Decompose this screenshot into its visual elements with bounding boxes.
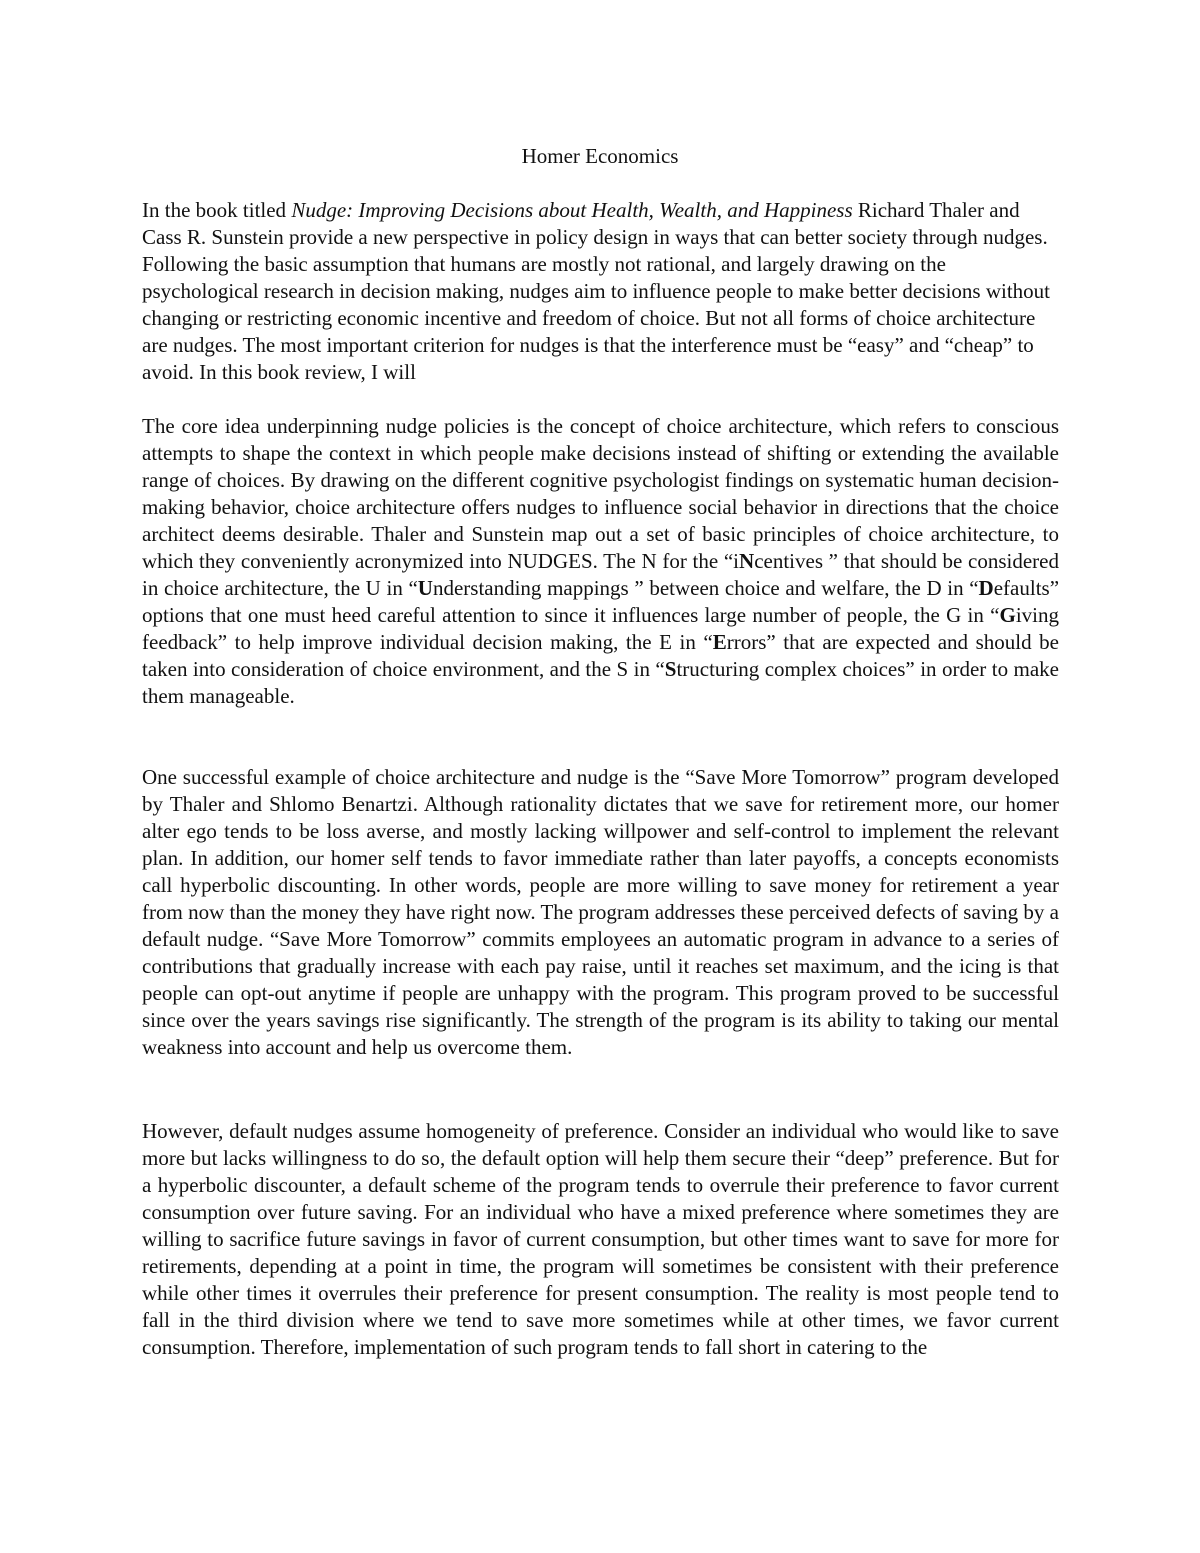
p2-text-2: centives ” that should be considered in choice architecture, the U in “ [142, 549, 1059, 600]
intro-text: In the book titled [142, 198, 292, 222]
nudges-letter-n: N [739, 549, 755, 573]
nudges-letter-d: D [978, 576, 994, 600]
p2-text-5: iving feedback” to help improve individual decision making, the E in “ [142, 603, 1059, 654]
paragraph-intro [142, 197, 1059, 386]
document-title: Homer Economics [521, 144, 679, 168]
p2-text-6: rrors” that are expected and should be taken into consideration of choice environment, and the S in “ [142, 630, 1059, 681]
intro-text-rest: Richard Thaler and Cass R. Sunstein provide a new perspective in policy design in ways that can better society through nudges. Following the basic assumption that humans are mostly not rational, and largely drawing on the psychological research in decision making, nudges aim to influence people to make better decisions without changing or restricting economic incentive and freedom of choice. But not all forms of choice architecture are nudges. The most important criterion for nudges is that the interference must be “easy” and “cheap” to avoid. In this book review, I will [142, 198, 1050, 384]
paragraph-save-more-tomorrow: One successful example of choice architecture and nudge is the “Save More Tomorrow” program developed by Thaler and Shlomo Benartzi. Although rationality dictates that we save for retirement more, our homer alter ego tends to be loss averse, and mostly lacking willpower and self-control to implement the relevant plan. In addition, our homer self tends to favor immediate rather than later payoffs, a concepts economists call hyperbolic discounting. In other words, people are more willing to save money for retirement a year from now than the money they have right now. The program addresses these perceived defects of saving by a default nudge. “Save More Tomorrow” commits employees an automatic program in advance to a series of contributions that gradually increase with each pay raise, until it reaches set maximum, and the icing is that people can opt-out anytime if people are unhappy with the program. This program proved to be successful since over the years savings rise significantly. The strength of the program is its ability to taking our mental weakness into account and help us overcome them. [142, 765, 1059, 1059]
nudges-letter-e: E [712, 630, 727, 654]
p2-text-3: nderstanding mappings ” between choice and welfare, the D in “ [432, 576, 979, 600]
nudges-letter-u: U [417, 576, 433, 600]
p2-text-4: efaults” options that one must heed careful attention to since it influences large number of people, the G in “ [142, 576, 1060, 627]
book-title: Nudge: Improving Decisions about Health, Wealth, and Happiness [291, 198, 853, 222]
nudges-letter-s: S [664, 657, 677, 681]
p2-text-7: tructuring complex choices” in order to make them manageable. [142, 657, 1059, 708]
nudges-letter-g: G [999, 603, 1016, 627]
paragraph-choice-architecture [142, 413, 1059, 710]
paragraph-default-nudges: However, default nudges assume homogeneity of preference. Consider an individual who would like to save more but lacks willingness to do so, the default option will help them secure their “deep” preference. But for a hyperbolic discounter, a default scheme of the program tends to overrule their preference to favor current consumption over future saving. For an individual who have a mixed preference where sometimes they are willing to sacrifice future savings in favor of current consumption, but other times want to save for more for retirements, depending at a point in time, the program will sometimes be consistent with their preference while other times it overrules their preference for present consumption. The reality is most people tend to fall in the third division where we tend to save more sometimes while at other times, we favor current consumption. Therefore, implementation of such program tends to fall short in catering to the [142, 1119, 1059, 1359]
p2-text-1: The core idea underpinning nudge policies is the concept of choice architecture, which refers to conscious attempts to shape the context in which people make decisions instead of shifting or extending the available range of choices. By drawing on the different cognitive psychologist findings on systematic human decision-making behavior, choice architecture offers nudges to influence social behavior in directions that the choice architect deems desirable. Thaler and Sunstein map out a set of basic principles of choice architecture, to which they conveniently acronymized into NUDGES. The N for the “i [142, 414, 1059, 573]
